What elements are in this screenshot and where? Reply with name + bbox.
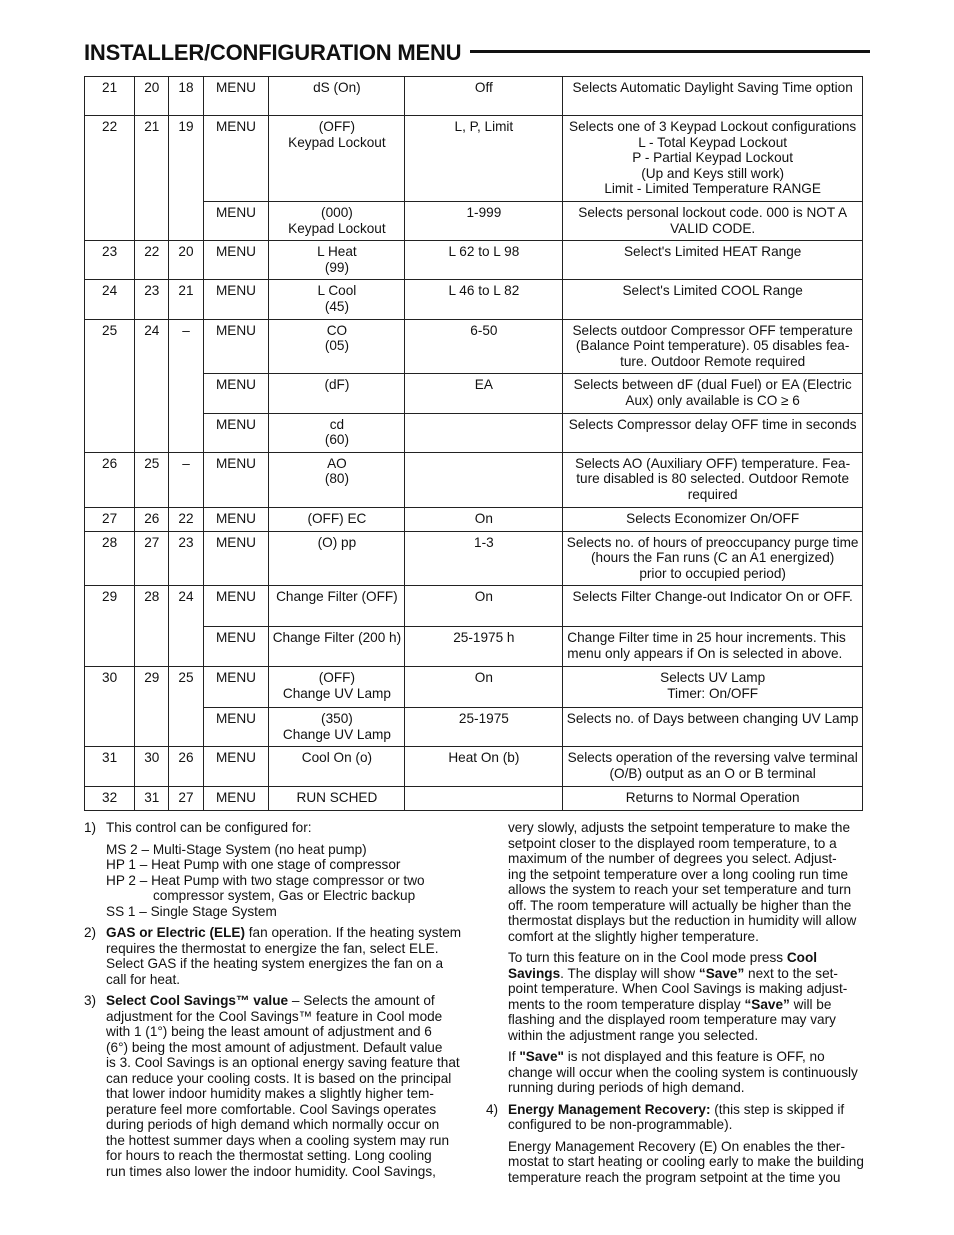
note-4	[486, 1102, 872, 1133]
paragraph-line: ing the setpoint temperature over a long cooling run time	[508, 866, 849, 882]
col-index-a: 31	[85, 747, 135, 786]
menu-cell: MENU	[203, 507, 269, 531]
col-index-b: 29	[135, 667, 169, 747]
paragraph-line: change will occur when the cooling system is continuously	[508, 1064, 858, 1080]
setting-line: (45)	[324, 298, 349, 314]
table-row	[85, 507, 863, 531]
table-row	[85, 786, 863, 810]
paragraph-line	[508, 966, 872, 982]
text-run: To turn this feature on in the Cool mode press	[508, 950, 787, 965]
paragraph-line: comfort at the slightly higher temperature.	[508, 928, 759, 944]
default-value-cell: 1-999	[405, 202, 563, 241]
description-cell	[563, 586, 863, 627]
table-row	[85, 586, 863, 627]
setting-line: (OFF)	[318, 670, 356, 686]
note-3	[84, 993, 464, 1179]
note-3-text: with 1 (1°) being the least amount of adjustment and 6	[106, 1024, 432, 1039]
bold-run: “Save”	[744, 996, 790, 1012]
menu-cell: MENU	[203, 667, 269, 708]
default-value-cell: L 62 to L 98	[405, 241, 563, 280]
setting-cell	[269, 786, 405, 810]
note-3-text: adjustment for the Cool Savings™ feature in Cool mode	[106, 1008, 443, 1024]
note-3-text: during periods of high demand which normally occur on	[106, 1117, 440, 1132]
setting-line: (OFF) EC	[307, 510, 367, 526]
paragraph-line	[508, 997, 872, 1013]
menu-cell: MENU	[203, 280, 269, 319]
note-3-text: for hours to reach the thermostat setting. Long cooling	[106, 1148, 432, 1163]
default-value-cell	[405, 452, 563, 507]
description-line: (Up and Keys still work)	[641, 165, 785, 181]
default-value-cell: EA	[405, 374, 563, 413]
col-index-b: 22	[135, 241, 169, 280]
paragraph-line: temperature reach the program setpoint at the time you	[508, 1169, 841, 1185]
menu-cell: MENU	[203, 586, 269, 627]
description-cell	[563, 627, 863, 667]
setting-line: (05)	[324, 338, 349, 354]
description-line: P - Partial Keypad Lockout	[632, 150, 793, 166]
col-index-c: 24	[169, 586, 203, 667]
text-run: is not displayed and this feature is OFF, no	[563, 1049, 825, 1064]
note-2-number: 2)	[84, 925, 97, 940]
col-index-a: 26	[85, 452, 135, 507]
paragraph-line: flashing and the displayed room temperature may vary	[508, 1012, 836, 1027]
text-run: will be	[789, 996, 832, 1012]
col-index-c: –	[169, 452, 203, 507]
description-line: Selects Compressor delay OFF time in seconds	[568, 416, 857, 432]
note-4-text: configured to be non-programmable).	[508, 1117, 733, 1132]
setting-line: (OFF)	[318, 119, 356, 134]
col-index-a: 29	[85, 586, 135, 667]
note-3-text: is 3. Cool Savings is an optional energy saving feature that	[106, 1055, 460, 1070]
description-line: Selects personal lockout code. 000 is NOT A	[578, 205, 848, 220]
setting-line: Change UV Lamp	[282, 685, 391, 701]
notes-right-column	[486, 820, 872, 1191]
col-index-a: 27	[85, 507, 135, 531]
text-run: ments to the room temperature display	[508, 996, 745, 1012]
paragraph-line: off. The room temperature will actually be higher than the	[508, 897, 852, 913]
description-cell	[563, 202, 863, 241]
note-1-option: MS 2 – Multi-Stage System (no heat pump)	[106, 841, 367, 857]
setting-cell	[269, 241, 405, 280]
col-index-c: 23	[169, 531, 203, 586]
description-line: Selects Filter Change-out Indicator On or OFF.	[572, 589, 853, 605]
note-3-text: run times also lower the indoor humidity. Cool Savings,	[106, 1163, 436, 1179]
page-title: INSTALLER/CONFIGURATION MENU	[84, 40, 469, 66]
col-index-b: 30	[135, 747, 169, 786]
description-cell	[563, 77, 863, 116]
description-cell	[563, 747, 863, 786]
description-line: (hours the Fan runs (C an A1 energized)	[590, 550, 835, 566]
description-line: L - Total Keypad Lockout	[638, 134, 788, 150]
setting-line: Change Filter (200 h)	[272, 630, 402, 646]
col-index-b: 26	[135, 507, 169, 531]
note-4-text: (this step is skipped if	[710, 1101, 845, 1117]
col-index-c: 26	[169, 747, 203, 786]
col-index-c: –	[169, 319, 203, 452]
col-index-c: 19	[169, 116, 203, 241]
description-line: Selects between dF (dual Fuel) or EA (Electric	[573, 377, 852, 393]
menu-cell: MENU	[203, 747, 269, 786]
setting-line: dS (On)	[313, 80, 361, 95]
note-3-text: the hottest summer days when a cooling system may run	[106, 1132, 450, 1148]
bold-run: Cool	[786, 950, 818, 965]
description-line: Selects no. of hours of preoccupancy purge time	[566, 534, 859, 550]
note-3-text: (6°) being the most amount of adjustment. Default value	[106, 1039, 443, 1055]
setting-line: Keypad Lockout	[288, 134, 386, 150]
setting-line: (350)	[321, 711, 353, 727]
menu-cell: MENU	[203, 627, 269, 667]
setting-cell	[269, 747, 405, 786]
note-1-text: This control can be configured for:	[106, 820, 312, 835]
setting-line: (dF)	[324, 377, 350, 393]
col-index-a: 23	[85, 241, 135, 280]
description-line: Change Filter time in 25 hour increments. This	[567, 630, 846, 646]
config-table	[84, 76, 863, 811]
setting-line: cd	[329, 416, 345, 432]
energy-recovery-paragraph	[486, 1139, 872, 1186]
setting-line: L Heat	[317, 244, 357, 260]
description-cell	[563, 374, 863, 413]
note-1-option: HP 2 – Heat Pump with two stage compressor or two	[106, 872, 425, 888]
col-index-a: 25	[85, 319, 135, 452]
setting-line: (000)	[321, 205, 353, 220]
cool-savings-instructions	[486, 950, 872, 1043]
paragraph-line: mostat to start heating or cooling early to make the building	[508, 1154, 864, 1169]
setting-cell	[269, 708, 405, 747]
description-line: prior to occupied period)	[639, 565, 786, 581]
setting-line: Keypad Lockout	[288, 220, 386, 236]
menu-cell: MENU	[203, 116, 269, 202]
col-index-c: 27	[169, 786, 203, 810]
note-2-text: requires the thermostat to energize the fan, select ELE.	[106, 940, 439, 956]
description-line: ture disabled is 80 selected. Outdoor Remote	[576, 471, 850, 487]
description-line: Timer: On/OFF	[667, 685, 759, 701]
setting-line: Change Filter (OFF)	[276, 589, 398, 605]
paragraph-line: setpoint closer to the displayed room temperature, to a	[508, 835, 837, 851]
table-row	[85, 747, 863, 786]
title-rule	[470, 50, 870, 53]
description-line: Returns to Normal Operation	[625, 789, 800, 805]
menu-cell: MENU	[203, 77, 269, 116]
menu-cell: MENU	[203, 374, 269, 413]
col-index-a: 22	[85, 116, 135, 241]
col-index-c: 22	[169, 507, 203, 531]
col-index-b: 20	[135, 77, 169, 116]
default-value-cell: On	[405, 586, 563, 627]
description-cell	[563, 280, 863, 319]
text-run: If	[508, 1049, 520, 1064]
default-value-cell: L 46 to L 82	[405, 280, 563, 319]
description-line: (O/B) output as an O or B terminal	[609, 766, 816, 782]
title-row	[84, 40, 870, 68]
setting-cell	[269, 667, 405, 708]
config-table-body	[85, 77, 863, 811]
table-row	[85, 116, 863, 202]
setting-cell	[269, 627, 405, 667]
table-row	[85, 667, 863, 708]
setting-cell	[269, 507, 405, 531]
default-value-cell: Off	[405, 77, 563, 116]
description-line: (Balance Point temperature). 05 disables fea-	[575, 338, 850, 354]
description-line: Selects one of 3 Keypad Lockout configurations	[569, 119, 857, 134]
note-1	[84, 820, 464, 919]
paragraph-line: thermostat displays but the reduction in humidity will allow	[508, 913, 857, 928]
note-2-bold: GAS or Electric (ELE)	[106, 925, 245, 940]
col-index-b: 31	[135, 786, 169, 810]
description-line: Selects Automatic Daylight Saving Time option	[572, 80, 853, 95]
paragraph-line: allows the system to reach your set temperature and turn	[508, 882, 852, 897]
paragraph-line	[508, 1049, 872, 1065]
note-3-bold: Select Cool Savings™ value	[106, 993, 289, 1008]
description-line: Selects outdoor Compressor OFF temperature	[572, 322, 853, 338]
note-4-bold: Energy Management Recovery:	[508, 1101, 711, 1117]
bold-run: Savings	[508, 965, 561, 981]
menu-cell: MENU	[203, 241, 269, 280]
description-cell	[563, 241, 863, 280]
description-line: Selects UV Lamp	[660, 670, 766, 686]
description-cell	[563, 786, 863, 810]
note-3-text: perature feel more comfortable. Cool Savings operates	[106, 1101, 437, 1117]
default-value-cell: L, P, Limit	[405, 116, 563, 202]
note-2-text: Select GAS if the heating system energizes the fan on a	[106, 956, 444, 971]
setting-cell	[269, 319, 405, 374]
col-index-a: 28	[85, 531, 135, 586]
table-row	[85, 77, 863, 116]
col-index-c: 25	[169, 667, 203, 747]
note-3-continued	[486, 820, 872, 944]
text-run: next to the set-	[744, 965, 838, 981]
description-line: menu only appears if On is selected in above.	[567, 645, 843, 661]
description-line: Selects Economizer On/OFF	[626, 510, 800, 526]
col-index-c: 18	[169, 77, 203, 116]
menu-cell: MENU	[203, 786, 269, 810]
description-cell	[563, 667, 863, 708]
col-index-a: 24	[85, 280, 135, 319]
description-line: Select's Limited HEAT Range	[623, 244, 802, 260]
description-line: required	[687, 486, 738, 502]
description-cell	[563, 319, 863, 374]
description-line: ture. Outdoor Remote required	[620, 353, 806, 369]
note-4-line	[508, 1102, 872, 1118]
note-3-number: 3)	[84, 993, 97, 1008]
note-1-option: HP 1 – Heat Pump with one stage of compressor	[106, 857, 401, 872]
description-line: Selects AO (Auxiliary OFF) temperature. Fea-	[575, 455, 851, 471]
description-line: VALID CODE.	[670, 220, 756, 236]
setting-cell	[269, 586, 405, 627]
note-1-number: 1)	[84, 820, 97, 835]
note-1-option-cont: compressor system, Gas or Electric backup	[153, 888, 416, 903]
note-3-text: – Selects the amount of	[288, 993, 435, 1008]
table-row	[85, 241, 863, 280]
setting-line: Change UV Lamp	[282, 726, 391, 742]
default-value-cell: 25-1975	[405, 708, 563, 747]
description-line: Selects no. of Days between changing UV Lamp	[566, 711, 859, 727]
col-index-c: 21	[169, 280, 203, 319]
setting-cell	[269, 77, 405, 116]
setting-line: Cool On (o)	[301, 750, 373, 766]
text-run: . The display will show	[560, 965, 699, 981]
setting-line: (80)	[324, 471, 349, 487]
save-not-displayed-paragraph	[486, 1049, 872, 1096]
note-2-text: call for heat.	[106, 971, 181, 987]
note-4-number: 4)	[486, 1101, 499, 1117]
setting-cell	[269, 280, 405, 319]
table-row	[85, 319, 863, 374]
notes-left-column	[84, 820, 464, 1185]
setting-cell	[269, 202, 405, 241]
description-line: Select's Limited COOL Range	[622, 283, 803, 299]
col-index-c: 20	[169, 241, 203, 280]
col-index-b: 25	[135, 452, 169, 507]
description-cell	[563, 413, 863, 452]
menu-cell: MENU	[203, 708, 269, 747]
table-row	[85, 280, 863, 319]
col-index-b: 23	[135, 280, 169, 319]
col-index-a: 21	[85, 77, 135, 116]
setting-cell	[269, 116, 405, 202]
bold-run: “Save”	[698, 965, 745, 981]
default-value-cell	[405, 786, 563, 810]
setting-cell	[269, 452, 405, 507]
note-3-line	[106, 993, 464, 1009]
setting-cell	[269, 531, 405, 586]
menu-cell: MENU	[203, 202, 269, 241]
note-1-option: SS 1 – Single Stage System	[106, 903, 277, 919]
note-3-text: can reduce your cooling costs. It is based on the principal	[106, 1070, 452, 1086]
default-value-cell: 25-1975 h	[405, 627, 563, 667]
col-index-a: 32	[85, 786, 135, 810]
setting-line: L Cool	[317, 283, 357, 299]
default-value-cell: On	[405, 507, 563, 531]
setting-cell	[269, 374, 405, 413]
default-value-cell: On	[405, 667, 563, 708]
description-cell	[563, 531, 863, 586]
col-index-b: 28	[135, 586, 169, 667]
default-value-cell: 1-3	[405, 531, 563, 586]
menu-cell: MENU	[203, 413, 269, 452]
default-value-cell	[405, 413, 563, 452]
description-cell	[563, 116, 863, 202]
setting-line: AO	[327, 455, 347, 471]
setting-line: RUN SCHED	[296, 789, 378, 805]
setting-line: (O) pp	[317, 534, 357, 550]
menu-cell: MENU	[203, 531, 269, 586]
col-index-a: 30	[85, 667, 135, 747]
table-row	[85, 452, 863, 507]
setting-line: (60)	[324, 432, 349, 448]
note-2	[84, 925, 464, 987]
setting-cell	[269, 413, 405, 452]
default-value-cell: 6-50	[405, 319, 563, 374]
paragraph-line	[508, 950, 872, 966]
description-cell	[563, 708, 863, 747]
setting-line: (99)	[324, 259, 349, 275]
setting-line: CO	[326, 322, 348, 338]
description-line: Selects operation of the reversing valve terminal	[567, 750, 858, 766]
col-index-b: 27	[135, 531, 169, 586]
note-2-text: fan operation. If the heating system	[245, 925, 462, 940]
description-cell	[563, 452, 863, 507]
col-index-b: 21	[135, 116, 169, 241]
paragraph-line: point temperature. When Cool Savings is making adjust-	[508, 981, 848, 996]
menu-cell: MENU	[203, 319, 269, 374]
paragraph-line: very slowly, adjusts the setpoint temperature to make the	[508, 820, 851, 835]
bold-run: "Save"	[519, 1049, 564, 1064]
paragraph-line: maximum of the number of degrees you select. Adjust-	[508, 851, 837, 866]
note-2-line	[106, 925, 464, 941]
menu-cell: MENU	[203, 452, 269, 507]
table-row	[85, 531, 863, 586]
col-index-b: 24	[135, 319, 169, 452]
paragraph-line: running during periods of high demand.	[508, 1080, 745, 1095]
paragraph-line: within the adjustment range you selected.	[508, 1027, 759, 1043]
default-value-cell: Heat On (b)	[405, 747, 563, 786]
description-line: Limit - Limited Temperature RANGE	[604, 181, 821, 197]
note-3-text: that lower indoor humidity makes a slightly higher tem-	[106, 1086, 434, 1101]
description-line: Aux) only available is CO ≥ 6	[625, 392, 800, 408]
description-cell	[563, 507, 863, 531]
paragraph-line: Energy Management Recovery (E) On enables the ther-	[508, 1138, 845, 1154]
